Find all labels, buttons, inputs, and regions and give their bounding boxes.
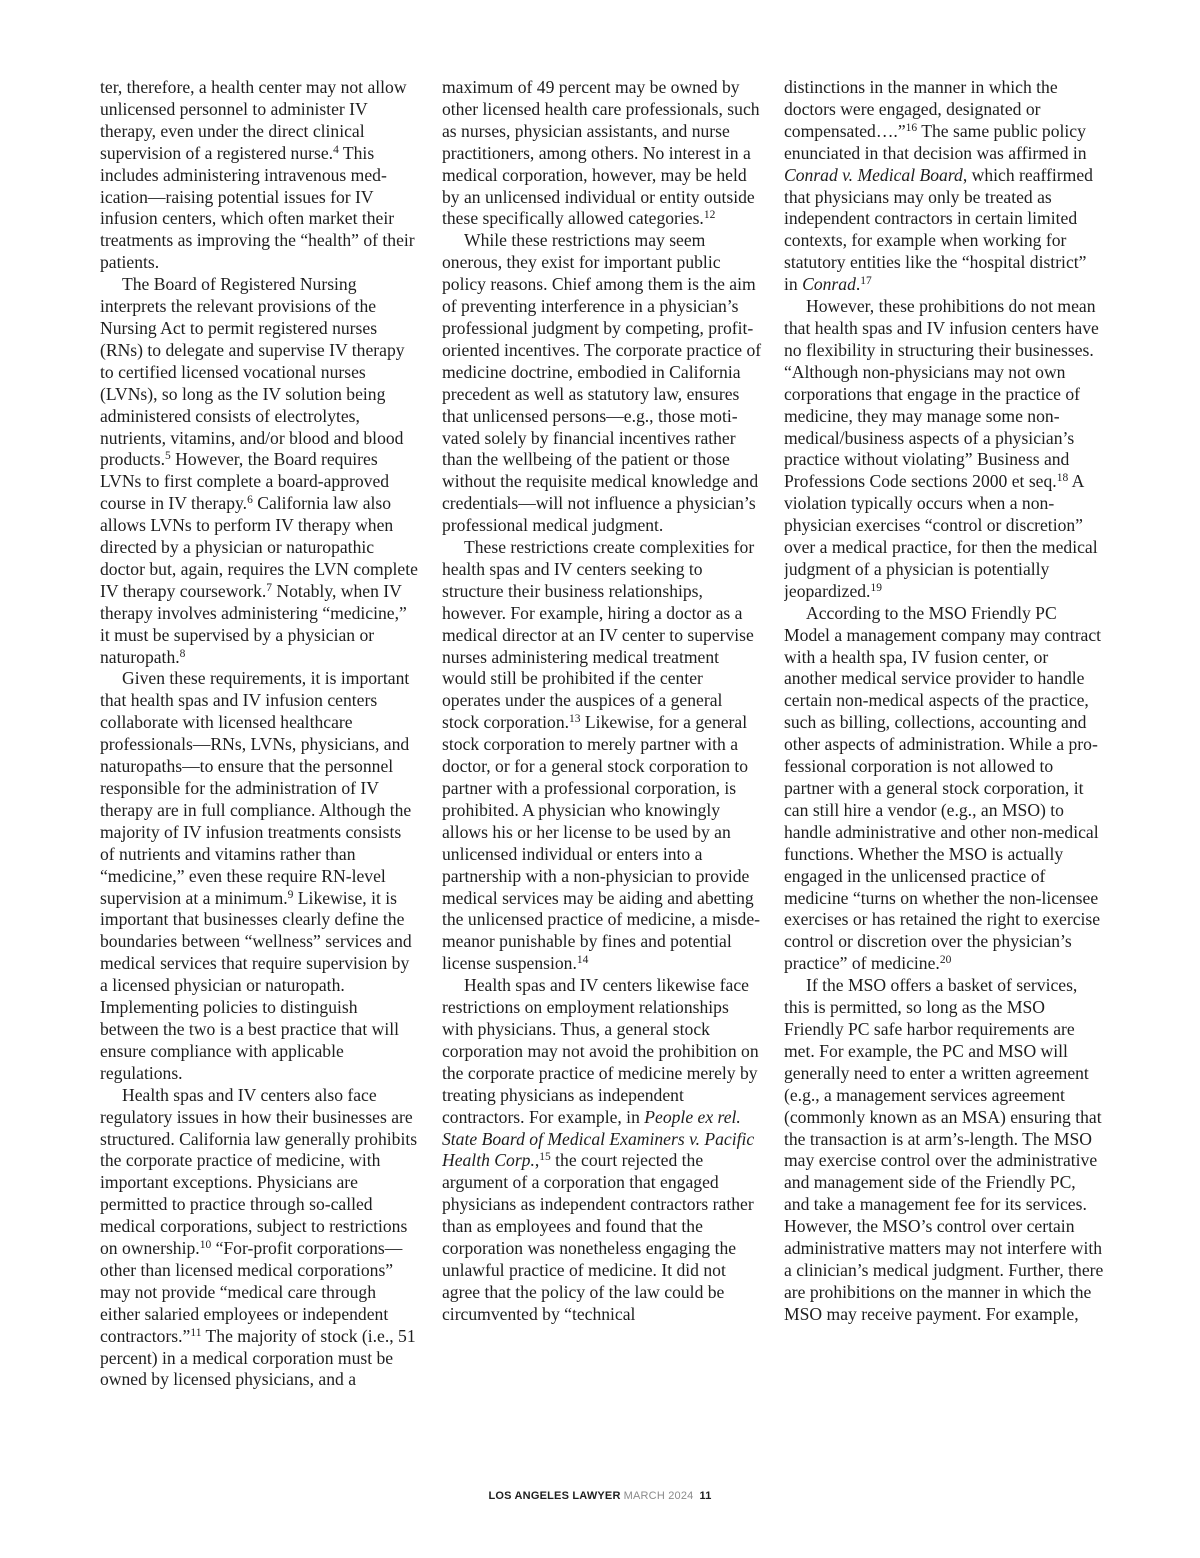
- paragraph: The Board of Registered Nursing interprets the relevant provisions of the Nursing Act to permit registered nurses (RNs) to delegate and supervise IV therapy to certified licensed vocational nurses (LVNs), so long as the IV solution being administered consists of electrolytes, nutrients, vitamins, and/or blood and blood products.$^5$ However, the Board requires LVNs to first complete a board-approved course in IV therapy.$^6$ California law also allows LVNs to perform IV therapy when directed by a physician or naturopathic doctor but, again, requires the LVN complete IV therapy coursework.$^7$ Notably, when IV therapy involves administering “medicine,” it must be supervised by a physician or naturopath.$^8$: [100, 274, 418, 667]
- paragraph: These restrictions create complexities for health spas and IV centers seeking to structure their business relationships, however. For example, hiring a doctor as a medical director at an IV center to supervise nurses administering medical treatment would still be prohibited if the center operates under the auspices of a general stock corporation.$^{13}$ Likewise, for a general stock corporation to merely partner with a doctor, or for a general stock corporation to partner with a professional corporation, is prohibited. A physician who knowingly allows his or her license to be used by an unlicensed individual or enters into a partnership with a non-physician to provide medical services may be aiding and abetting the unlicensed practice of medicine, a misdemeanor punishable by fines and potential license suspension.$^{14}$: [442, 537, 761, 974]
- page-footer: [0, 1490, 1200, 1502]
- footnote-ref[interactable]: 5: [165, 450, 171, 463]
- paragraph: maximum of 49 percent may be owned by other licensed health care professionals, such as nurses, physician assistants, and nurse practitioners, among others. No interest in a medical corporation, however, may be held by an unlicensed individual or entity outside these specifically allowed categories.$^{12}$: [442, 77, 760, 229]
- footnote-ref[interactable]: 15: [539, 1151, 551, 1164]
- footnote-ref[interactable]: 8: [179, 647, 186, 660]
- text-column-3: [784, 77, 1104, 1457]
- footnote-ref[interactable]: 14: [576, 954, 589, 967]
- paragraph: Health spas and IV centers also face regulatory issues in how their businesses are structured. California law generally prohibits the corporate practice of medicine, with important exceptions. Physicians are permitted to practice through so-called medical corporations, subject to restrictions on ownership.$^{10}$ “For-profit corporations—other than licensed medical corporations” may not provide “medical care through either salaried employees or independent contractors.”$^{11}$ The majority of stock (i.e., 51 percent) in a medical corporation must be owned by licensed physicians, and a: [100, 1084, 418, 1390]
- footnote-ref[interactable]: 13: [569, 713, 581, 726]
- page-number: 11: [699, 1490, 712, 1502]
- paragraph: However, these prohibitions do not mean that health spas and IV infusion centers have no flexibility in structuring their businesses. “Although non-physicians may not own corporations that engage in the practice of medicine, they may manage some non-medical/business aspects of a physician’s practice without violating” Business and Professions Code sections 2000 et seq.$^{18}$ A violation typically occurs when a non-physician exercises “control or discretion” over a medical practice, for then the medical judgment of a physician is potentially jeopardized.$^{19}$: [784, 296, 1099, 601]
- footnote-ref[interactable]: 16: [905, 121, 918, 134]
- paragraph: While these restrictions may seem onerous, they exist for important public policy reasons. Chief among them is the aim of preventing interference in a physician’s professional judgment by competing, profit-oriented incentives. The corporate practice of medicine doctrine, embodied in California precedent as well as statutory law, ensures that unlicensed persons—e.g., those motivated solely by financial incentives rather than the wellbeing of the patient or those without the requisite medical knowledge and credentials—will not influence a physician’s professional medical judgment.: [442, 230, 762, 536]
- case-citation: People ex rel. State Board of Medical Examiners v. Pacific Health Corp.: [442, 1106, 755, 1171]
- footnote-ref[interactable]: 7: [266, 581, 273, 594]
- footnote-ref[interactable]: 17: [860, 275, 872, 288]
- paragraph: ter, therefore, a health center may not allow unlicensed personnel to administer IV therapy, even under the direct clinical supervision of a registered nurse.$^4$ This includes administering intravenous medication—raising potential issues for IV infusion centers, which often market their treatments as improving the “health” of their patients.: [100, 77, 415, 273]
- text-column-1: [100, 77, 420, 1457]
- magazine-name: LOS ANGELES LAWYER: [488, 1490, 621, 1502]
- footnote-ref[interactable]: 19: [870, 581, 882, 594]
- paragraph: Health spas and IV centers likewise face restrictions on employment relationships with physicians. Thus, a general stock corporation may not avoid the prohibition on the corporate practice of medicine merely by treating physicians as independent contractors. For example, in People ex rel. State Board of Medical Examiners v. Pacific Health Corp.,$^{15}$ the court rejected the argument of a corporation that engaged physicians as independent contractors rather than as employees and found that the corporation was nonetheless engaging the unlawful practice of medicine. It did not agree that the policy of the law could be circumvented by “technical: [442, 975, 759, 1324]
- issue-date: MARCH 2024: [623, 1490, 694, 1502]
- footnote-ref[interactable]: 9: [287, 888, 294, 901]
- paragraph: distinctions in the manner in which the doctors were engaged, designated or compensated….”$^{16}$ The same public policy enunciated in that decision was affirmed in Conrad v. Medical Board, which reaffirmed that physicians may only be treated as independent contractors in certain limited contexts, for example when working for statutory entities like the “hospital district” in Conrad.$^{17}$: [784, 77, 1093, 295]
- footnote-ref[interactable]: 12: [703, 209, 716, 222]
- case-citation: Conrad: [802, 274, 856, 295]
- footnote-ref[interactable]: 11: [190, 1326, 202, 1339]
- footnote-ref[interactable]: 10: [199, 1239, 212, 1252]
- footnote-ref[interactable]: 18: [1056, 472, 1069, 485]
- footnote-ref[interactable]: 4: [333, 143, 339, 156]
- paragraph: Given these requirements, it is important that health spas and IV infusion centers collaborate with licensed healthcare professionals—RNs, LVNs, physicians, and naturopaths—to ensure that the personnel responsible for the administration of IV therapy are in full compliance. Although the majority of IV infusion treatments consists of nutrients and vitamins rather than “medicine,” even these require RN-level supervision at a minimum.$^9$ Likewise, it is important that businesses clearly define the boundaries between “wellness” services and medical services that require supervision by a licensed physician or naturopath. Implementing policies to distinguish between the two is a best practice that will ensure compliance with applicable regulations.: [100, 668, 412, 1083]
- case-citation: Conrad v. Medical Board: [784, 164, 963, 185]
- footnote-ref[interactable]: 20: [939, 954, 952, 967]
- paragraph: If the MSO offers a basket of services, this is permitted, so long as the MSO Friendly PC safe harbor requirements are met. For example, the PC and MSO will generally need to enter a written agreement (e.g., a management services agreement (commonly known as an MSA) ensuring that the transaction is at arm’s-length. The MSO may exercise control over the administrative and management side of the Friendly PC, and take a management fee for its services. However, the MSO’s control over certain administrative matters may not interfere with a clinician’s medical judgment. Further, there are prohibitions on the manner in which the MSO may receive payment. For example,: [784, 975, 1104, 1324]
- footnote-ref[interactable]: 6: [247, 494, 253, 507]
- text-column-2: [442, 77, 762, 1457]
- paragraph: According to the MSO Friendly PC Model a management company may contract with a health spa, IV fusion center, or another medical service provider to handle certain non-medical aspects of the practice, such as billing, collections, accounting and other aspects of administration. While a professional corporation is not allowed to partner with a general stock corporation, it can still hire a vendor (e.g., an MSO) to handle administrative and other non-medical functions. Whether the MSO is actually engaged in the unlicensed practice of medicine “turns on whether the non-licensee exercises or has retained the right to exercise control or discretion over the physician’s practice” of medicine.$^{20}$: [784, 602, 1102, 974]
